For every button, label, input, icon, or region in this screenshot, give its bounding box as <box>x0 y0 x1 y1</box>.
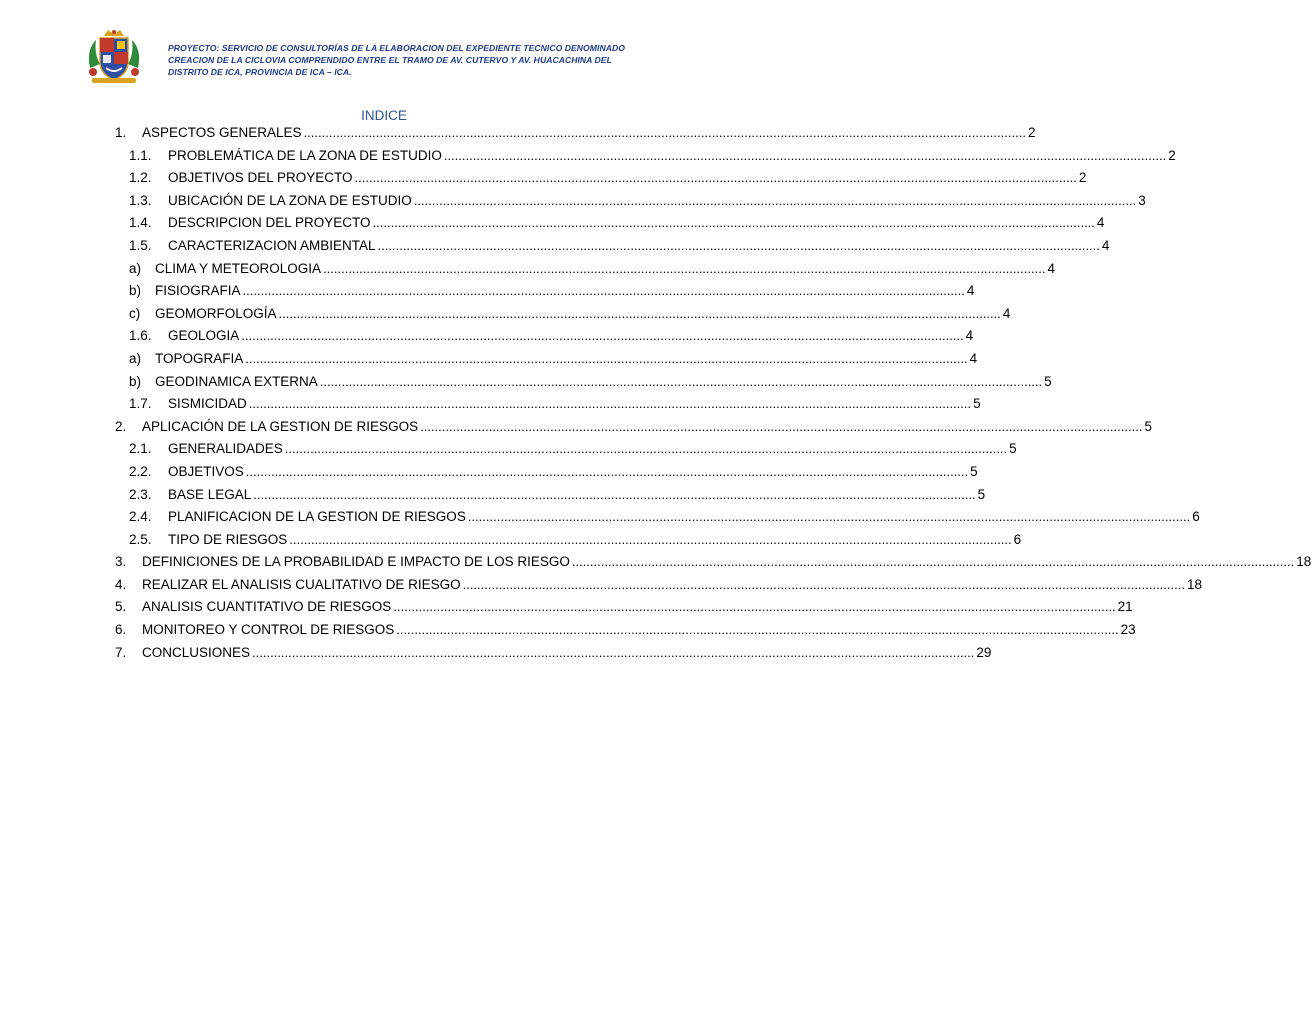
toc-entry-body <box>155 348 977 371</box>
toc-entry-label: MONITOREO Y CONTROL DE RIESGOS <box>142 622 395 638</box>
toc-entry-page: 3 <box>1138 192 1146 208</box>
toc-entry-body <box>168 212 1104 235</box>
toc-entry-number: 2.4. <box>129 509 152 525</box>
toc-entry-page: 5 <box>1144 418 1152 434</box>
page-title: INDICE <box>361 108 407 123</box>
toc-entry-label: CARACTERIZACION AMBIENTAL <box>168 237 376 253</box>
toc-entry-number: 6. <box>115 622 127 638</box>
toc-entry-label: SISMICIDAD <box>168 396 247 412</box>
toc-entry-body <box>168 393 981 416</box>
toc-entry-page: 5 <box>1044 373 1052 389</box>
toc-entry-body <box>142 416 1152 439</box>
toc-entry-body <box>168 325 973 348</box>
toc-entry-body <box>168 529 1021 552</box>
toc-entry-number: b) <box>129 373 142 389</box>
toc-entry-number: 2. <box>115 418 127 434</box>
toc-entry-number: a) <box>129 260 142 276</box>
toc-entry-label: REALIZAR EL ANALISIS CUALITATIVO DE RIESGO <box>142 576 461 592</box>
toc-entry-number: 1.7. <box>129 396 152 412</box>
toc-entry-page: 18 <box>1186 576 1202 592</box>
toc-entry-label: UBICACIÓN DE LA ZONA DE ESTUDIO <box>168 192 412 208</box>
toc-entry-body <box>168 438 1017 461</box>
toc-entry[interactable] <box>115 235 1110 258</box>
project-description <box>168 42 648 78</box>
toc-entry-label: PLANIFICACION DE LA GESTION DE RIESGOS <box>168 509 466 525</box>
toc-entry-label: APLICACIÓN DE LA GESTION DE RIESGOS <box>142 418 419 434</box>
toc-dot-leader <box>289 529 1011 552</box>
toc-entry-number: 1.3. <box>129 192 152 208</box>
toc-entry-number: 1.4. <box>129 215 152 231</box>
toc-entry-body <box>142 551 1311 574</box>
toc-entry-body <box>168 484 985 507</box>
toc-entry[interactable] <box>115 212 1105 235</box>
toc-entry[interactable] <box>115 529 1022 552</box>
toc-entry-body <box>168 235 1109 258</box>
toc-entry-page: 2 <box>1027 125 1036 140</box>
toc-entry[interactable] <box>115 190 1146 213</box>
toc-entry-body <box>142 596 1133 619</box>
toc-entry[interactable] <box>115 348 978 371</box>
toc-entry-number: a) <box>129 350 142 366</box>
toc-entry-number: 4. <box>115 576 127 592</box>
toc-entry[interactable] <box>115 258 1055 281</box>
toc-entry-label: GEOMORFOLOGÍA <box>155 305 277 321</box>
toc-dot-leader <box>253 484 975 507</box>
toc-dot-leader <box>323 258 1045 281</box>
toc-entry-page: 18 <box>1296 554 1311 570</box>
toc-entry-number: 2.3. <box>129 486 152 502</box>
header-line-3: DISTRITO DE ICA, PROVINCIA DE ICA – ICA. <box>168 67 352 77</box>
toc-entry-label: DESCRIPCION DEL PROYECTO <box>168 215 371 231</box>
toc-entry-page: 6 <box>1013 531 1022 547</box>
toc-entry-page: 4 <box>1101 237 1110 253</box>
toc-entry-page: 4 <box>1096 215 1105 231</box>
toc-dot-leader <box>320 371 1042 394</box>
header-line-1: PROYECTO: SERVICIO DE CONSULTORÍAS DE LA ELABORACION DEL EXPEDIENTE TECNICO DENOMINADO <box>168 43 625 53</box>
toc-dot-leader <box>279 303 1001 326</box>
toc-entry-body <box>168 461 978 484</box>
toc-entry[interactable] <box>115 325 974 348</box>
toc-entry[interactable] <box>115 303 1011 326</box>
document-header <box>84 28 644 88</box>
toc-entry-label: TOPOGRAFIA <box>155 350 244 366</box>
toc-entry-body <box>142 574 1202 597</box>
toc-dot-leader <box>245 348 967 371</box>
toc-entry-number: 7. <box>115 644 127 660</box>
toc-dot-leader <box>420 416 1142 439</box>
toc-entry-page: 2 <box>1078 170 1087 186</box>
toc-dot-leader <box>414 190 1136 213</box>
toc-entry-body <box>155 303 1010 326</box>
toc-entry[interactable] <box>115 438 1017 461</box>
toc-entry[interactable] <box>115 371 1052 394</box>
toc-entry-body <box>168 190 1146 213</box>
toc-entry-body <box>168 145 1176 168</box>
toc-dot-leader <box>243 280 965 303</box>
toc-entry-label: BASE LEGAL <box>168 486 252 502</box>
toc-entry-label: ASPECTOS GENERALES <box>142 125 302 140</box>
coat-of-arms-icon <box>84 28 144 86</box>
header-line-2: CREACION DE LA CICLOVIA COMPRENDIDO ENTRE EL TRAMO DE AV. CUTERVO Y AV. HUACACHINA DEL <box>168 55 612 65</box>
toc-dot-leader <box>285 438 1007 461</box>
toc-entry[interactable] <box>115 280 975 303</box>
toc-entry-number: 1.5. <box>129 237 152 253</box>
toc-entry[interactable] <box>115 551 1311 574</box>
toc-entry-body <box>142 619 1136 642</box>
toc-entry-label: GEODINAMICA EXTERNA <box>155 373 318 389</box>
toc-entry-label: ANALISIS CUANTITATIVO DE RIESGOS <box>142 599 392 615</box>
toc-entry-label: CONCLUSIONES <box>142 644 251 660</box>
toc-entry-page: 5 <box>973 396 981 412</box>
toc-entry-page: 2 <box>1168 147 1176 163</box>
toc-entry-body <box>155 371 1052 394</box>
toc-dot-leader <box>444 145 1166 168</box>
toc-dot-leader <box>396 619 1118 642</box>
toc-entry-label: OBJETIVOS DEL PROYECTO <box>168 170 353 186</box>
toc-entry-label: OBJETIVOS <box>168 463 244 479</box>
toc-entry[interactable] <box>115 461 978 484</box>
toc-entry-number: 1.6. <box>129 328 152 344</box>
toc-entry-number: c) <box>129 305 141 321</box>
toc-dot-leader <box>373 212 1095 235</box>
toc-entry-page: 4 <box>1002 305 1011 321</box>
toc-entry-page: 4 <box>969 350 978 366</box>
toc-entry-body <box>168 506 1200 529</box>
toc-entry-number: b) <box>129 283 142 299</box>
toc-dot-leader <box>304 122 1026 145</box>
toc-entry-page: 29 <box>976 644 992 660</box>
toc-entry-page: 5 <box>1009 441 1017 457</box>
toc-entry-page: 21 <box>1117 599 1133 615</box>
toc-entry-label: FISIOGRAFIA <box>155 283 241 299</box>
toc-entry-label: GEOLOGIA <box>168 328 240 344</box>
toc-entry-page: 5 <box>977 486 986 502</box>
toc-dot-leader <box>355 167 1077 190</box>
toc-dot-leader <box>241 325 963 348</box>
toc-entry-page: 6 <box>1192 509 1200 525</box>
toc-entry-number: 2.5. <box>129 531 152 547</box>
toc-entry-page: 23 <box>1120 622 1136 638</box>
toc-entry-body <box>155 280 974 303</box>
toc-entry-number: 1.1. <box>129 147 152 163</box>
toc-entry-page: 4 <box>965 328 974 344</box>
toc-entry[interactable] <box>115 167 1087 190</box>
toc-entry-label: GENERALIDADES <box>168 441 283 457</box>
toc-entry-body <box>142 642 991 665</box>
toc-dot-leader <box>249 393 971 416</box>
toc-entry-number: 2.1. <box>129 441 152 457</box>
toc-entry-body <box>168 167 1086 190</box>
toc-entry[interactable] <box>115 596 1133 619</box>
toc-entry[interactable] <box>115 506 1200 529</box>
toc-entry[interactable] <box>115 619 1136 642</box>
toc-entry-number: 2.2. <box>129 463 152 479</box>
toc-entry[interactable] <box>115 484 986 507</box>
toc-entry[interactable] <box>115 416 1152 439</box>
toc-entry-page: 5 <box>970 463 978 479</box>
toc-dot-leader <box>378 235 1100 258</box>
table-of-contents <box>115 122 1311 664</box>
toc-dot-leader <box>393 596 1115 619</box>
toc-entry-number: 5. <box>115 599 127 615</box>
toc-entry[interactable] <box>115 145 1176 168</box>
toc-entry-number: 3. <box>115 554 127 570</box>
toc-entry-label: PROBLEMÁTICA DE LA ZONA DE ESTUDIO <box>168 147 442 163</box>
toc-entry[interactable] <box>115 122 1036 145</box>
toc-entry-label: TIPO DE RIESGOS <box>168 531 288 547</box>
toc-dot-leader <box>252 642 974 665</box>
toc-entry-body <box>142 122 1035 145</box>
toc-entry-page: 4 <box>1047 260 1055 276</box>
toc-entry-number: 1.2. <box>129 170 152 186</box>
toc-entry[interactable] <box>115 393 981 416</box>
toc-dot-leader <box>463 574 1185 597</box>
toc-entry-body <box>155 258 1055 281</box>
toc-entry-page: 4 <box>966 283 975 299</box>
toc-entry-number: 1. <box>115 125 127 140</box>
toc-entry-label: CLIMA Y METEOROLOGIA <box>155 260 322 276</box>
toc-dot-leader <box>572 551 1294 574</box>
toc-entry[interactable] <box>115 574 1202 597</box>
toc-dot-leader <box>468 506 1190 529</box>
toc-entry[interactable] <box>115 642 992 665</box>
toc-dot-leader <box>246 461 968 484</box>
toc-entry-label: DEFINICIONES DE LA PROBABILIDAD E IMPACTO DE LOS RIESGO <box>142 554 570 570</box>
